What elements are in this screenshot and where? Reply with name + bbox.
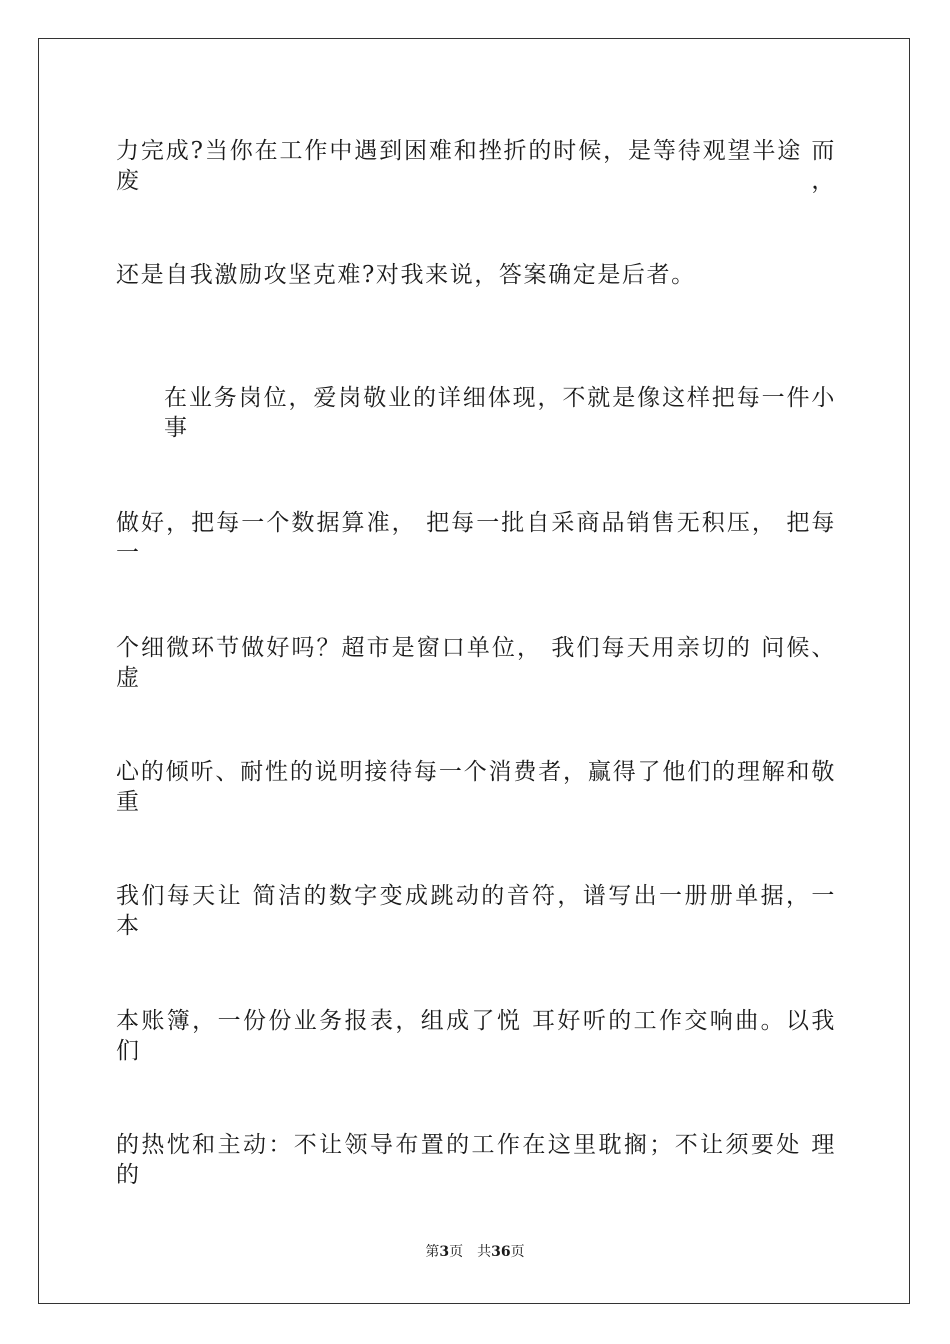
total-prefix: 共 (477, 1244, 492, 1260)
text-line-9: 的热忱和主动：不让领导布置的工作在这里耽搁；不让须要处 理的 (116, 1132, 836, 1188)
page-suffix: 页 (449, 1244, 464, 1260)
page-footer (0, 1243, 950, 1261)
text-line-1: 力完成?当你在工作中遇到困难和挫折的时候，是等待观望半途 而废， (116, 138, 836, 194)
text-line-8: 本账簿，一份份业务报表，组成了悦 耳好听的工作交响曲。以我们 (116, 1008, 836, 1064)
total-pages: 36 (491, 1244, 511, 1260)
total-suffix: 页 (510, 1244, 525, 1260)
page-number: 3 (439, 1244, 450, 1260)
page-prefix: 第 (425, 1244, 440, 1260)
text-line-4: 做好，把每一个数据算准， 把每一批自采商品销售无积压， 把每一 (116, 510, 836, 566)
text-line-5: 个细微环节做好吗？超市是窗口单位， 我们每天用亲切的 问候、虚 (116, 635, 836, 691)
text-line-6: 心的倾听、耐性的说明接待每一个消费者，赢得了他们的理解和敬重 (116, 759, 836, 815)
text-line-2: 还是自我激励攻坚克难?对我来说，答案确定是后者。 (116, 262, 696, 288)
text-line-7: 我们每天让 简洁的数字变成跳动的音符，谱写出一册册单据，一本 (116, 883, 836, 939)
paragraph-start-line: 在业务岗位，爱岗敬业的详细体现，不就是像这样把每一件小事 (164, 385, 836, 441)
